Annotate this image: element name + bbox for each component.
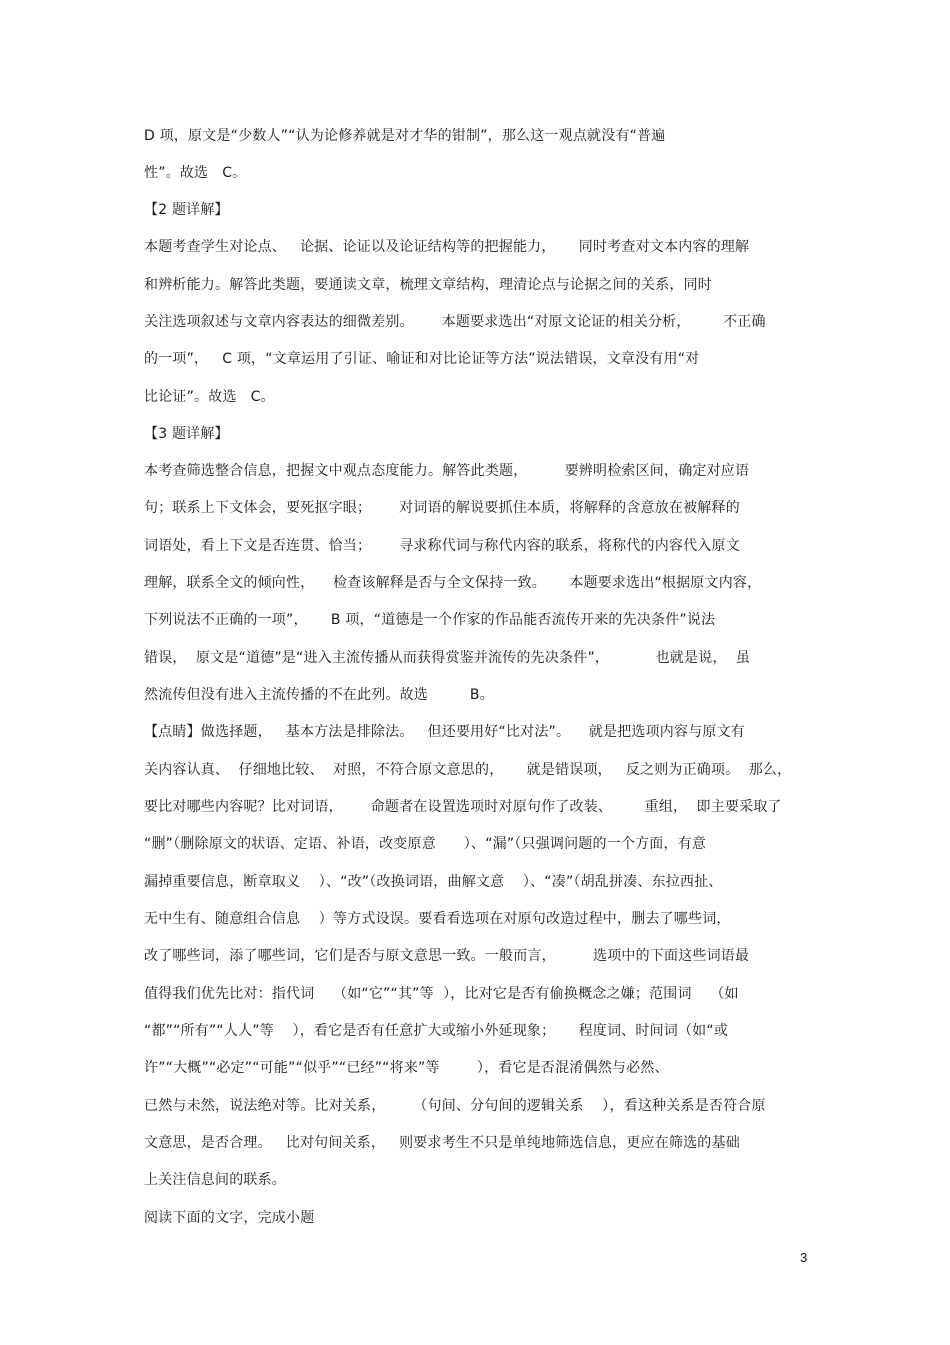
- instruction-line: 阅读下面的文字，完成小题: [144, 1210, 315, 1226]
- text-line: 关内容认真、 仔细地比较、 对照，不符合原文意思的， 就是错误项， 反之则为正确项。 那么，: [144, 762, 792, 778]
- text-line: 然流传但没有进入主流传播的不在此列。故选 B。: [144, 687, 494, 703]
- text-line: 理解，联系全文的倾向性， 检查该解释是否与全文保持一致。 本题要求选出“根据原文内容，: [144, 575, 762, 591]
- text-line: 词语处，看上下文是否连贯、恰当； 寻求称代词与称代内容的联系，将称代的内容代入原文: [144, 538, 740, 554]
- text-line: 本考查筛选整合信息，把握文中观点态度能力。解答此类题， 要辨明检索区间，确定对应语: [144, 463, 750, 479]
- text-line: “删”（删除原文的状语、定语、补语，改变原意 ）、“漏”（只强调问题的一个方面，有意: [144, 836, 707, 852]
- text-line: 下列说法不正确的一项”， B 项，“道德是一个作家的作品能否流传开来的先决条件”说法: [144, 612, 716, 628]
- text-line: 上关注信息间的联系。: [144, 1172, 286, 1188]
- text-line: 句；联系上下文体会，要死抠字眼； 对词语的解说要抓住本质，将解释的含意放在被解释的: [144, 500, 740, 516]
- text-line: 比论证”。故选 C。: [144, 389, 275, 405]
- section-heading-2: 【2 题详解】: [144, 202, 229, 218]
- text-line: 改了哪些词，添了哪些词，它们是否与原文意思一致。一般而言， 选项中的下面这些词语最: [144, 948, 750, 964]
- text-line: 漏掉重要信息，断章取义 ）、“改”（改换词语，曲解文意 ）、“凑”（胡乱拼凑、东拉西扯、: [144, 874, 723, 890]
- text-line: 无中生有、随意组合信息 ）等方式设误。要看看选项在对原句改造过程中，删去了哪些词，: [144, 911, 731, 927]
- tip-heading-line: 【点睛】做选择题， 基本方法是排除法。 但还要用好“比对法”。 就是把选项内容与原文有: [144, 724, 746, 740]
- text-line: 关注选项叙述与文章内容表达的细微差别。 本题要求选出“对原文论证的相关分析， 不正确: [144, 314, 766, 330]
- text-line: “都”“所有”“人人”等 ），看它是否有任意扩大或缩小外延现象； 程度词、时间词（如“或: [144, 1023, 729, 1039]
- text-line: 的一项”， C 项，“文章运用了引证、喻证和对比论证等方法”说法错误，文章没有用“对: [144, 351, 700, 367]
- text-line: 要比对哪些内容呢？比对词语， 命题者在设置选项时对原句作了改装、 重组， 即主要采取了: [144, 799, 782, 815]
- page-number: 3: [800, 1250, 808, 1265]
- text-line: 许”“大概”“必定”“可能”“似乎”“已经”“将来”等 ），看它是否混淆偶然与必然、: [144, 1060, 669, 1076]
- text-line: 已然与未然，说法绝对等。比对关系， （句间、分句间的逻辑关系 ），看这种关系是否符合原: [144, 1098, 766, 1114]
- text-line: 性”。故选 C。: [144, 165, 247, 181]
- text-line: 本题考查学生对论点、 论据、论证以及论证结构等的把握能力， 同时考查对文本内容的理解: [144, 239, 750, 255]
- text-line: D 项，原文是“少数人”“认为论修养就是对才华的钳制”，那么这一观点就没有“普遍: [144, 128, 666, 144]
- text-line: 错误， 原文是“道德”是“进入主流传播从而获得赏鉴并流传的先决条件”， 也就是说， 虽: [144, 650, 751, 666]
- section-heading-3: 【3 题详解】: [144, 426, 229, 442]
- text-line: 值得我们优先比对：指代词 （如“它”“其”等 ），比对它是否有偷换概念之嫌；范围词 （如: [144, 986, 739, 1002]
- text-line: 和辨析能力。解答此类题，要通读文章，梳理文章结构，理清论点与论据之间的关系，同时: [144, 277, 712, 293]
- text-line: 文意思，是否合理。 比对句间关系， 则要求考生不只是单纯地筛选信息，更应在筛选的基础: [144, 1135, 740, 1151]
